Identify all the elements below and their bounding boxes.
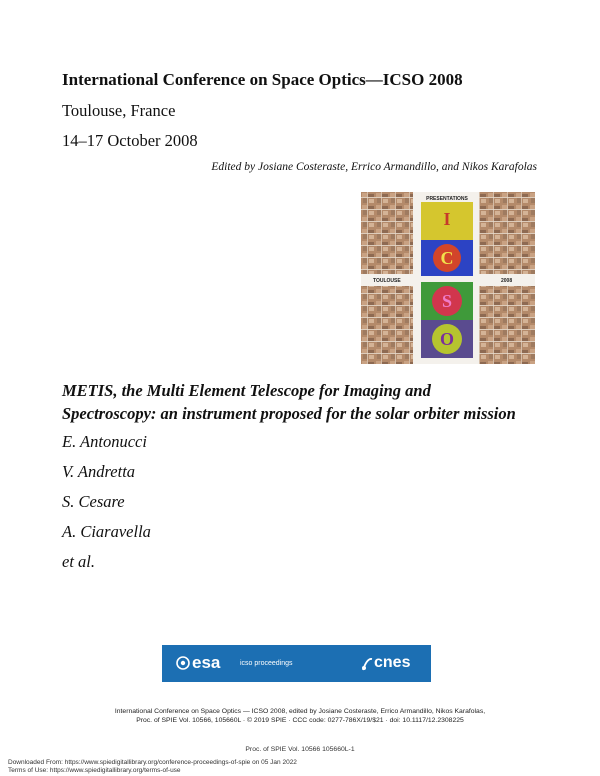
cover-letter-o: O bbox=[439, 329, 455, 349]
citation-block bbox=[60, 707, 540, 725]
sponsor-logo-bar bbox=[162, 645, 431, 682]
author-2: V. Andretta bbox=[62, 462, 136, 481]
author-et-al: et al. bbox=[62, 552, 95, 571]
cover-letter-s: S bbox=[441, 291, 453, 311]
citation-line-1: International Conference on Space Optics — ICSO 2008, edited by Josiane Costeraste, Errico Armandillo, Nikos Karafolas, bbox=[114, 708, 486, 715]
conference-title: International Conference on Space Optics—ICSO 2008 bbox=[62, 70, 463, 89]
terms-of-use: Terms of Use: https://www.spiedigitallibrary.org/terms-of-use bbox=[8, 767, 181, 774]
download-notice: Downloaded From: https://www.spiedigitallibrary.org/conference-proceedings-of-spie on 05 Jan 2022 bbox=[8, 759, 297, 766]
citation-line-2: Proc. of SPIE Vol. 10566, 105660L · © 2019 SPIE · CCC code: 0277-786X/19/$21 · doi: 10.1117/12.2308225 bbox=[136, 717, 464, 724]
editors-line: Edited by Josiane Costeraste, Errico Armandillo, and Nikos Karafolas bbox=[211, 161, 537, 173]
cover-letter-c: C bbox=[440, 248, 454, 268]
author-4: A. Ciaravella bbox=[62, 522, 151, 541]
icso-proceedings-text: icso proceedings bbox=[240, 660, 293, 667]
paper-title bbox=[62, 379, 562, 425]
cover-map-graphic bbox=[361, 192, 535, 364]
cnes-emblem-icon bbox=[360, 656, 374, 672]
cover-year-label: 2008 bbox=[501, 278, 513, 284]
conference-location: Toulouse, France bbox=[62, 101, 176, 120]
cover-letter-i: I bbox=[443, 209, 451, 229]
cover-city-label: TOULOUSE bbox=[373, 278, 401, 284]
paper-title-line-1: METIS, the Multi Element Telescope for Imaging and bbox=[62, 381, 431, 400]
author-3: S. Cesare bbox=[62, 492, 125, 511]
esa-logo-text: esa bbox=[192, 653, 221, 672]
esa-emblem-icon bbox=[176, 655, 190, 671]
cover-presentations-label: PRESENTATIONS bbox=[426, 196, 468, 202]
conference-cover-image bbox=[361, 192, 535, 364]
cnes-logo-text: cnes bbox=[374, 654, 411, 671]
conference-dates: 14–17 October 2008 bbox=[62, 131, 198, 150]
paper-title-line-2: Spectroscopy: an instrument proposed for the solar orbiter mission bbox=[62, 404, 516, 423]
author-1: E. Antonucci bbox=[62, 432, 147, 451]
page-proc-line: Proc. of SPIE Vol. 10566 105660L-1 bbox=[245, 746, 355, 753]
